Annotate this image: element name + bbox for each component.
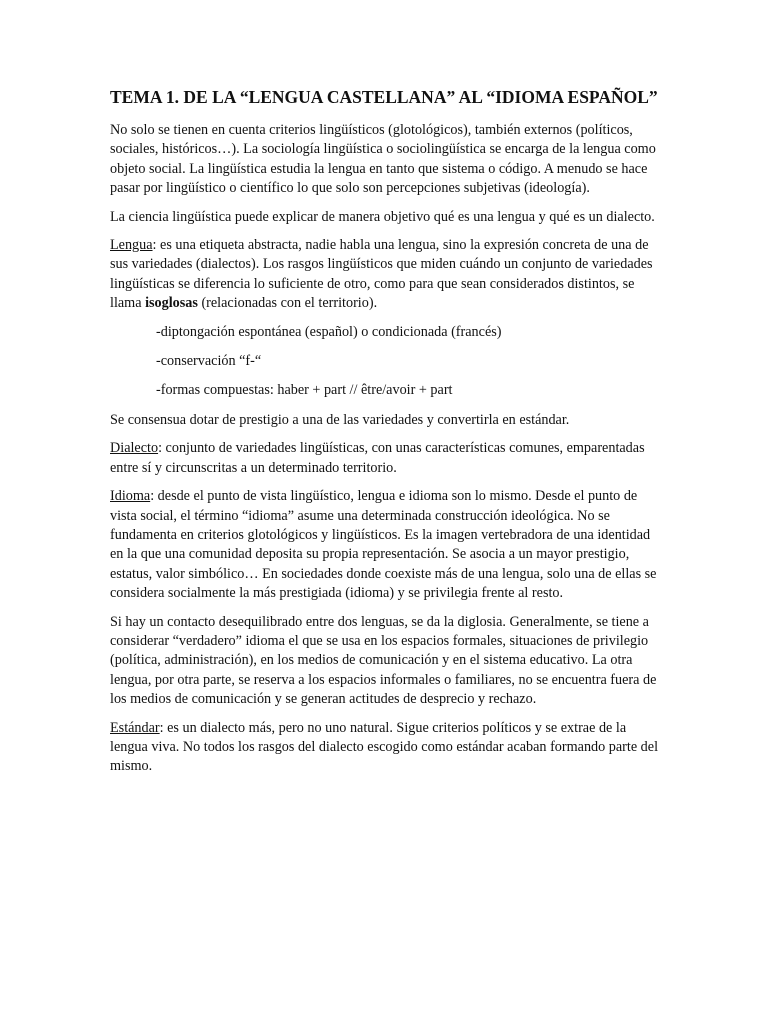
dialecto-definition: [110, 439, 662, 478]
lengua-text-after: (relacionadas con el territorio).: [197, 295, 378, 312]
idioma-text: : desde el punto de vista lingüístico, lengua e idioma son lo mismo. Desde el punto de vista social, el término “idioma” asume una determinada construcción ideológica. No se fundamenta en criterios glotológicos y lingüísticos. Es la imagen vertebradora de una identidad en la que una comunidad deposita su propia representación. Se asocia a un mayor prestigio, estatus, valor simbólico… En sociedades donde coexiste más de una lengua, solo una de ellas se considera socialmente la más prestigiada (idioma) y se privilegia frente al resto.: [110, 488, 657, 602]
diglosia-paragraph: Si hay un contacto desequilibrado entre dos lenguas, se da la diglosia. Generalmente, se tiene a considerar “verdadero” idioma el que se usa en los espacios formales, situaciones de privilegio (política, administración), en los medios de comunicación y en el sistema educativo. La otra lengua, por otra parte, se reserva a los espacios informales o familiares, no se encuentra fuera de los medios de comunicación y se generan actitudes de desprecio y rechazo.: [110, 613, 657, 708]
lengua-text-before: : es una etiqueta abstracta, nadie habla una lengua, sino la expresión concreta de una de sus variedades (dialectos). Los rasgos lingüísticos que miden cuándo un conjunto de variedades lingüísticas se diferencia lo suficiente de otro, como para que sean considerados distintos, se llama: [110, 237, 653, 312]
lengua-definition: [110, 236, 662, 314]
example-item: -diptongación espontánea (español) o condicionada (francés): [156, 323, 502, 340]
dialecto-text: : conjunto de variedades lingüísticas, con unas características comunes, emparentadas entre sí y circunscritas a un determinado territorio.: [110, 440, 645, 476]
estandar-definition: [110, 719, 662, 777]
lengua-term: Lengua: [110, 237, 153, 254]
idioma-definition: [110, 487, 662, 603]
consensus-paragraph: Se consensua dotar de prestigio a una de las variedades y convertirla en estándar.: [110, 411, 570, 428]
document-body: [110, 86, 662, 786]
ciencia-paragraph: La ciencia lingüística puede explicar de manera objetivo qué es una lengua y qué es un dialecto.: [110, 208, 655, 225]
document-title: TEMA 1. DE LA “LENGUA CASTELLANA” AL “IDIOMA ESPAÑOL”: [110, 87, 658, 107]
example-item: -conservación “f-“: [156, 353, 262, 370]
estandar-term: Estándar: [110, 719, 160, 736]
example-item: -formas compuestas: haber + part // être/avoir + part: [156, 382, 453, 399]
dialecto-term: Dialecto: [110, 440, 159, 457]
estandar-text: : es un dialecto más, pero no uno natural. Sigue criterios políticos y se extrae de la lengua viva. No todos los rasgos del dialecto escogido como estándar acaban formando parte del mismo.: [110, 719, 659, 775]
intro-paragraph: No solo se tienen en cuenta criterios lingüísticos (glotológicos), también externos (políticos, sociales, históricos…). La sociología lingüística o sociolingüística se encarga de la lengua como objeto social. La lingüística estudia la lengua en tanto que sistema o código. A menudo se hace pasar por lingüístico o científico lo que solo son percepciones subjetivas (ideología).: [110, 122, 656, 197]
isoglosas-bold: isoglosas: [145, 295, 198, 312]
idioma-term: Idioma: [110, 488, 151, 505]
